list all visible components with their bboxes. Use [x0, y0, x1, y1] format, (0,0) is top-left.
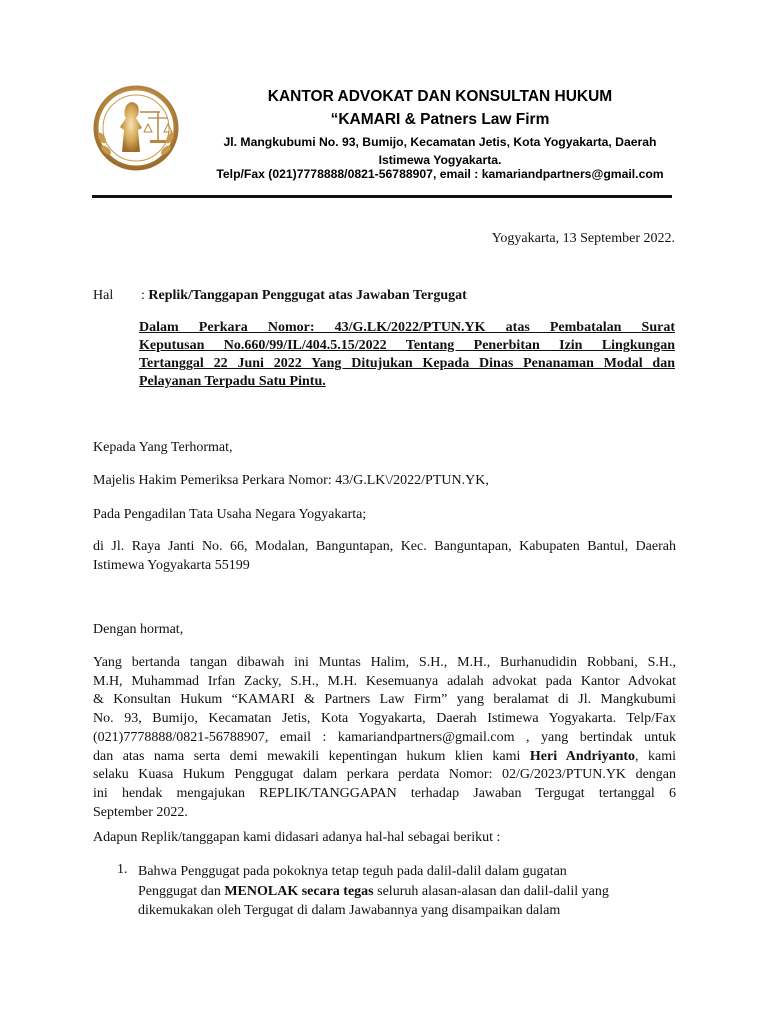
recipient-judge: Majelis Hakim Pemeriksa Perkara Nomor: 43/G.LK\/2022/PTUN.YK, [93, 473, 489, 488]
list-number: 1. [117, 862, 128, 877]
list-line: Bahwa Penggugat pada pokoknya tetap teguh pada dalil-dalil dalam gugatan [138, 864, 567, 879]
firm-address-line1: Jl. Mangkubumi No. 93, Bumijo, Kecamatan Jetis, Kota Yogyakarta, Daerah [223, 135, 657, 149]
firm-contact: Telp/Fax (021)7778888/0821-56788907, email : kamariandpartners@gmail.com [216, 167, 664, 181]
body-line: & Konsultan Hukum “KAMARI & Partners Law Firm” yang beralamat di Jl. Mangkubumi [93, 692, 676, 708]
recipient-address-line: di Jl. Raya Janti No. 66, Modalan, Banguntapan, Kec. Banguntapan, Kabupaten Bantul, Daerah [93, 539, 676, 554]
law-firm-logo [88, 78, 184, 178]
body-paragraph [93, 654, 676, 822]
list-text: seluruh alasan-alasan dan dalil-dalil yang [373, 883, 609, 899]
firm-name: “KAMARI & Patners Law Firm [330, 111, 550, 128]
emphasis-text: MENOLAK secara tegas [224, 883, 374, 899]
body-line: (021)7778888/0821-56788907, email : kamariandpartners@gmail.com , yang bertindak untuk [93, 729, 676, 745]
subject-key: Hal [93, 288, 114, 303]
letterhead-divider [92, 195, 672, 198]
subject-value [141, 287, 467, 304]
client-name: Heri Andriyanto [529, 748, 636, 764]
body-line: September 2022. [93, 804, 188, 820]
body-line [93, 748, 676, 767]
body-line: M.H, Muhammad Irfan Zacky, S.H., M.H. Kesemuanya adalah advokat pada Kantor Advokat [93, 673, 676, 689]
body-line: Yang bertanda tangan dibawah ini Muntas Halim, S.H., M.H., Burhanudidin Robbani, S.H., [93, 655, 676, 670]
firm-address-line2: Istimewa Yogyakarta. [378, 153, 502, 167]
list-line [138, 882, 668, 902]
recipient-greeting: Kepada Yang Terhormat, [93, 440, 233, 455]
case-subject-line: Pelayanan Terpadu Satu Pintu. [139, 374, 326, 389]
recipient-address-line: Istimewa Yogyakarta 55199 [93, 557, 250, 573]
case-subject-line: Tertanggal 22 Juni 2022 Yang Ditujukan Kepada Dinas Penanaman Modal dan [139, 356, 675, 371]
list-intro: Adapun Replik/tanggapan kami didasari adanya hal-hal sebagai berikut : [93, 830, 501, 845]
body-text: , kami [635, 748, 676, 764]
case-subject-line: Dalam Perkara Nomor: 43/G.LK/2022/PTUN.YK atas Pembatalan Surat [139, 320, 675, 335]
subject-title: Replik/Tanggapan Penggugat atas Jawaban Tergugat [148, 288, 467, 303]
body-text: dan atas nama serta demi mewakili kepentingan hukum klien kami [93, 748, 530, 764]
office-name: KANTOR ADVOKAT DAN KONSULTAN HUKUM [267, 88, 613, 105]
recipient-address [93, 538, 676, 575]
salutation: Dengan hormat, [93, 622, 184, 637]
case-subject-line: Keputusan No.660/99/IL/404.5.15/2022 Tentang Penerbitan Izin Lingkungan [139, 338, 675, 353]
list-text: Penggugat dan [138, 883, 225, 899]
firm-address [200, 133, 680, 169]
body-line: ini hendak mengajukan REPLIK/TANGGAPAN terhadap Jawaban Tergugat tertanggal 6 [93, 785, 676, 801]
case-subject [139, 319, 675, 391]
recipient-court: Pada Pengadilan Tata Usaha Negara Yogyakarta; [93, 507, 367, 522]
list-item [138, 862, 668, 921]
letter-date: Yogyakarta, 13 September 2022. [491, 231, 675, 246]
subject-colon: : [141, 288, 149, 303]
body-line: selaku Kuasa Hukum Penggugat dalam perkara perdata Nomor: 02/G/2023/PTUN.YK dengan [93, 767, 676, 783]
body-line: No. 93, Bumijo, Kecamatan Jetis, Kota Yogyakarta, Daerah Istimewa Yogyakarta. Telp/Fax [93, 711, 676, 727]
list-line: dikemukakan oleh Tergugat di dalam Jawabannya yang disampaikan dalam [138, 903, 561, 918]
